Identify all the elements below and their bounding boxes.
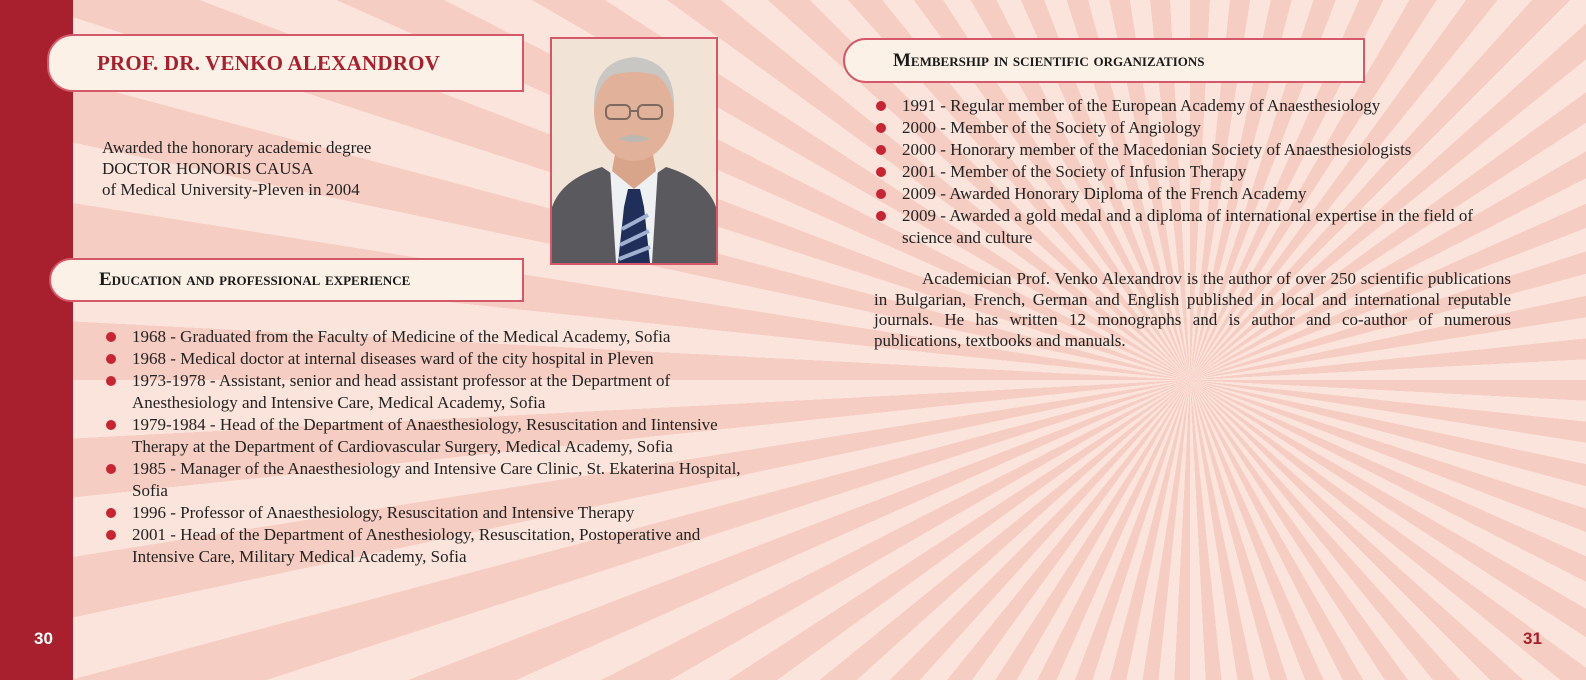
- list-item: [874, 183, 1514, 205]
- list-item: [874, 117, 1514, 139]
- list-item-text: 2009 - Awarded Honorary Diploma of the French Academy: [902, 184, 1307, 203]
- list-item: [104, 414, 744, 458]
- education-list: [104, 326, 744, 568]
- list-item: [104, 370, 744, 414]
- bullet-icon: [876, 101, 886, 111]
- list-item: [874, 205, 1514, 249]
- bullet-icon: [106, 508, 116, 518]
- bullet-icon: [106, 420, 116, 430]
- list-item-text: 2001 - Head of the Department of Anesthesiology, Resuscitation, Postoperative and Intensive Care, Military Medical Academy, Sofia: [132, 525, 701, 566]
- bullet-icon: [106, 464, 116, 474]
- portrait-photo: [550, 37, 718, 265]
- bullet-icon: [106, 530, 116, 540]
- name-header-box: [47, 34, 524, 92]
- list-item: [874, 161, 1514, 183]
- award-line: DOCTOR HONORIS CAUSA: [102, 159, 314, 178]
- list-item: [104, 502, 744, 524]
- list-item: [104, 348, 744, 370]
- person-name-title: PROF. DR. VENKO ALEXANDROV: [97, 50, 440, 75]
- list-item: [874, 139, 1514, 161]
- membership-list: [874, 95, 1514, 249]
- list-item: [104, 458, 744, 502]
- list-item: [104, 326, 744, 348]
- bullet-icon: [106, 354, 116, 364]
- list-item-text: 1991 - Regular member of the European Academy of Anaesthesiology: [902, 96, 1381, 115]
- membership-section-title: Membership in scientific organizations: [893, 49, 1205, 71]
- list-item-text: 1996 - Professor of Anaesthesiology, Resuscitation and Intensive Therapy: [132, 503, 635, 522]
- portrait-illustration: [552, 39, 716, 263]
- education-header-box: [49, 258, 524, 302]
- list-item-text: 1968 - Medical doctor at internal diseases ward of the city hospital in Pleven: [132, 349, 654, 368]
- award-line: of Medical University-Pleven in 2004: [102, 180, 360, 199]
- bullet-icon: [876, 167, 886, 177]
- page-number-left: 30: [34, 629, 53, 648]
- education-section-title: Education and professional experience: [99, 269, 411, 290]
- list-item-text: 2000 - Honorary member of the Macedonian Society of Anaesthesiologists: [902, 140, 1412, 159]
- award-line: Awarded the honorary academic degree: [102, 138, 372, 157]
- bullet-icon: [106, 376, 116, 386]
- bullet-icon: [106, 332, 116, 342]
- biography-paragraph: Academician Prof. Venko Alexandrov is the author of over 250 scientific publications in Bulgarian, French, German and English published in local and international reputable journals. He has written 12 monographs and is author and co-author of numerous publications, textbooks and manuals.: [874, 269, 1511, 350]
- left-margin-bar: [0, 0, 73, 680]
- membership-header-box: [843, 38, 1365, 83]
- bullet-icon: [876, 145, 886, 155]
- list-item: [104, 524, 744, 568]
- list-item-text: 2000 - Member of the Society of Angiology: [902, 118, 1201, 137]
- list-item: [874, 95, 1514, 117]
- list-item-text: 1968 - Graduated from the Faculty of Medicine of the Medical Academy, Sofia: [132, 327, 671, 346]
- list-item-text: 1979-1984 - Head of the Department of Anaesthesiology, Resuscitation and Iintensive Therapy at the Department of Cardiovascular Surgery, Medical Academy, Sofia: [132, 415, 718, 456]
- honorary-award-text: [102, 137, 522, 200]
- page-number-right: 31: [1523, 629, 1542, 648]
- list-item-text: 1973-1978 - Assistant, senior and head assistant professor at the Department of Anesthesiology and Intensive Care, Medical Academy, Sofia: [132, 371, 671, 412]
- bullet-icon: [876, 211, 886, 221]
- list-item-text: 2009 - Awarded a gold medal and a diploma of international expertise in the field of science and culture: [902, 206, 1474, 247]
- bullet-icon: [876, 189, 886, 199]
- bullet-icon: [876, 123, 886, 133]
- list-item-text: 2001 - Member of the Society of Infusion Therapy: [902, 162, 1247, 181]
- list-item-text: 1985 - Manager of the Anaesthesiology and Intensive Care Clinic, St. Ekaterina Hospital, Sofia: [132, 459, 741, 500]
